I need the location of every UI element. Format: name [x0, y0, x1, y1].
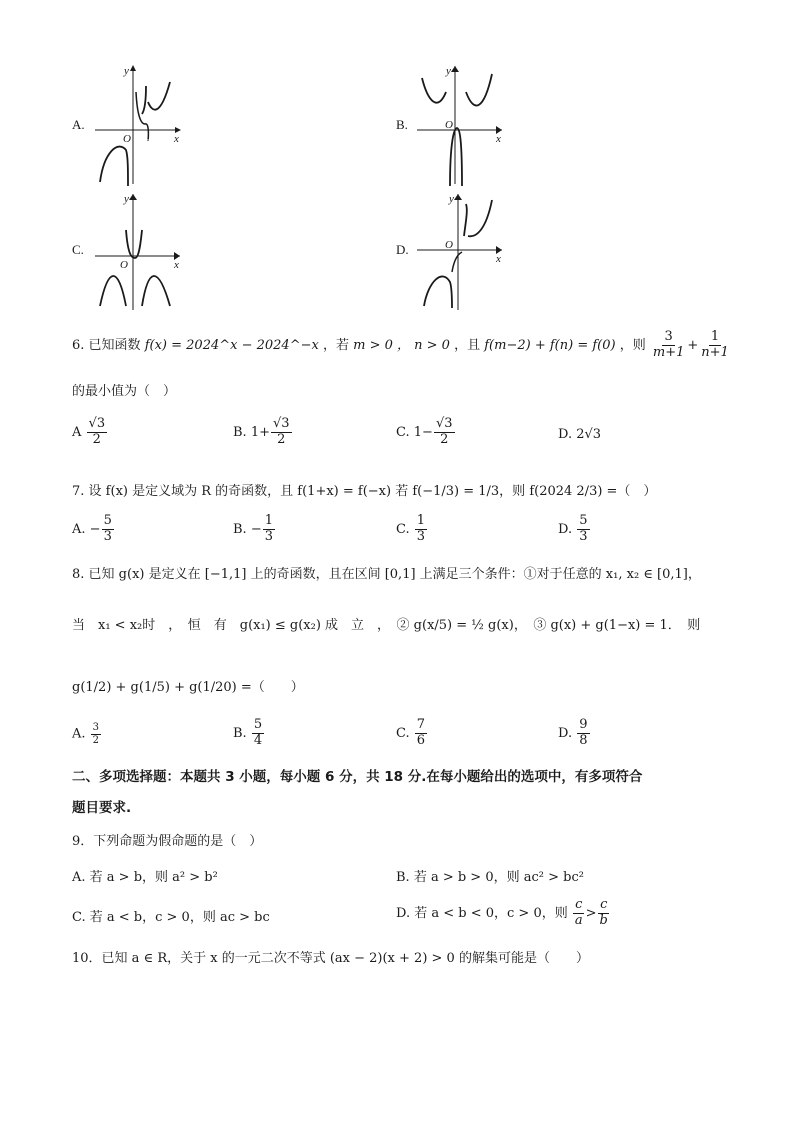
svg-text:O: O: [445, 119, 453, 131]
svg-text:x: x: [496, 133, 501, 145]
q10-stem: 10．已知 a ∈ R，关于 x 的一元二次不等式 (ax − 2)(x + 2) > 0 的解集可能是（ ）: [72, 951, 589, 966]
q8-option-d[interactable]: D. $\frac{9}{8}$: [558, 717, 588, 748]
q8-option-a[interactable]: A. $\frac{3}{2}$: [72, 722, 100, 746]
y-axis-label: y: [124, 65, 129, 77]
q6-text-2: ，若: [322, 337, 349, 353]
option-a-label: A.: [72, 117, 85, 132]
q7-stem: 7. 设 f(x) 是定义域为 R 的奇函数，且 f(1+x) = f(−x) 若 f(−1/3) = 1/3，则 f(2024 2/3) =（ ）: [72, 484, 657, 499]
curve-right: [142, 82, 170, 114]
q7-option-b[interactable]: B. − $\frac{1}{3}$: [233, 513, 274, 544]
svg-text:y: y: [446, 65, 451, 77]
graph-d: [412, 190, 512, 312]
q6-option-a[interactable]: A $\frac{√3}{2}$: [72, 416, 106, 447]
svg-text:O: O: [445, 239, 453, 251]
q6-option-d[interactable]: D. 2√3: [558, 427, 602, 442]
q6-frac-2: $\frac{1}{n+1}$: [701, 329, 729, 360]
svg-text:x: x: [496, 253, 501, 265]
q9-option-d[interactable]: D. 若 a < b < 0，c > 0，则 $\frac{c}{a}$ > $\frac{c}{b}$: [396, 897, 608, 928]
q6-number: 6.: [72, 337, 85, 353]
q6-cond: m > 0 ， n > 0: [353, 337, 450, 353]
q6-text-1: 已知函数: [88, 337, 141, 353]
q6-option-b[interactable]: B. 1+ $\frac{√3}{2}$: [233, 416, 290, 447]
svg-text:y: y: [124, 193, 129, 205]
origin-label: O: [123, 133, 131, 145]
q7-option-a[interactable]: A. − $\frac{5}{3}$: [72, 513, 112, 544]
q6-option-c[interactable]: C. 1− $\frac{√3}{2}$: [396, 416, 453, 447]
q6-stem: 6. 已知函数 f(x) = 2024^x − 2024^−x ，若 m > 0 ， n > 0 ，且 f(m−2) + f(n) = f(0) ，则 $\frac{3}{m+1}$ + $\frac{1}{n+1}$: [72, 329, 729, 360]
graph-a: [90, 62, 190, 188]
option-d-label: D.: [396, 242, 409, 257]
option-c-label: C.: [72, 242, 84, 257]
q6-text-3: ，且: [454, 337, 481, 353]
svg-text:x: x: [174, 259, 179, 271]
section2-title-line1: 二、多项选择题：本题共 3 小题，每小题 6 分，共 18 分.在每小题给出的选项中，有多项符合: [72, 769, 643, 785]
q6-line2: 的最小值为（ ）: [72, 384, 177, 399]
curve-mid: [136, 92, 148, 140]
graph-c: [90, 190, 190, 312]
q9-option-a[interactable]: A. 若 a > b，则 a² > b²: [72, 870, 218, 885]
q8-option-c[interactable]: C. $\frac{7}{6}$: [396, 717, 426, 748]
q9-stem: 9．下列命题为假命题的是（ ）: [72, 834, 263, 849]
x-axis-label: x: [174, 133, 179, 145]
graph-b: [412, 62, 512, 188]
q8-line3: g(1/2) + g(1/5) + g(1/20) =（ ）: [72, 680, 304, 695]
q6-func-def: f(x) = 2024^x − 2024^−x: [144, 337, 319, 353]
curve-left: [100, 147, 128, 186]
q8-line1: 8. 已知 g(x) 是定义在 [−1,1] 上的奇函数，且在区间 [0,1] 上满足三个条件：①对于任意的 x₁, x₂ ∈ [0,1]，: [72, 567, 701, 582]
q6-frac-1: $\frac{3}{m+1}$: [652, 329, 685, 360]
option-b-label: B.: [396, 117, 408, 132]
q9-option-c[interactable]: C. 若 a < b，c > 0，则 ac > bc: [72, 910, 270, 925]
svg-text:O: O: [120, 259, 128, 271]
q7-option-c[interactable]: C. $\frac{1}{3}$: [396, 513, 426, 544]
q8-option-b[interactable]: B. $\frac{5}{4}$: [233, 717, 263, 748]
q8-line2: 当 x₁ < x₂时 ， 恒 有 g(x₁) ≤ g(x₂) 成 立 ， ② g(x/5) = ½ g(x)， ③ g(x) + g(1−x) = 1． 则: [72, 618, 701, 633]
section2-title-line2: 题目要求.: [72, 800, 132, 816]
q7-option-d[interactable]: D. $\frac{5}{3}$: [558, 513, 588, 544]
q9-option-b[interactable]: B. 若 a > b > 0，则 ac² > bc²: [396, 870, 584, 885]
q6-text-4: ，则: [619, 337, 646, 353]
q6-equation: f(m−2) + f(n) = f(0): [484, 337, 616, 353]
svg-text:y: y: [449, 193, 454, 205]
